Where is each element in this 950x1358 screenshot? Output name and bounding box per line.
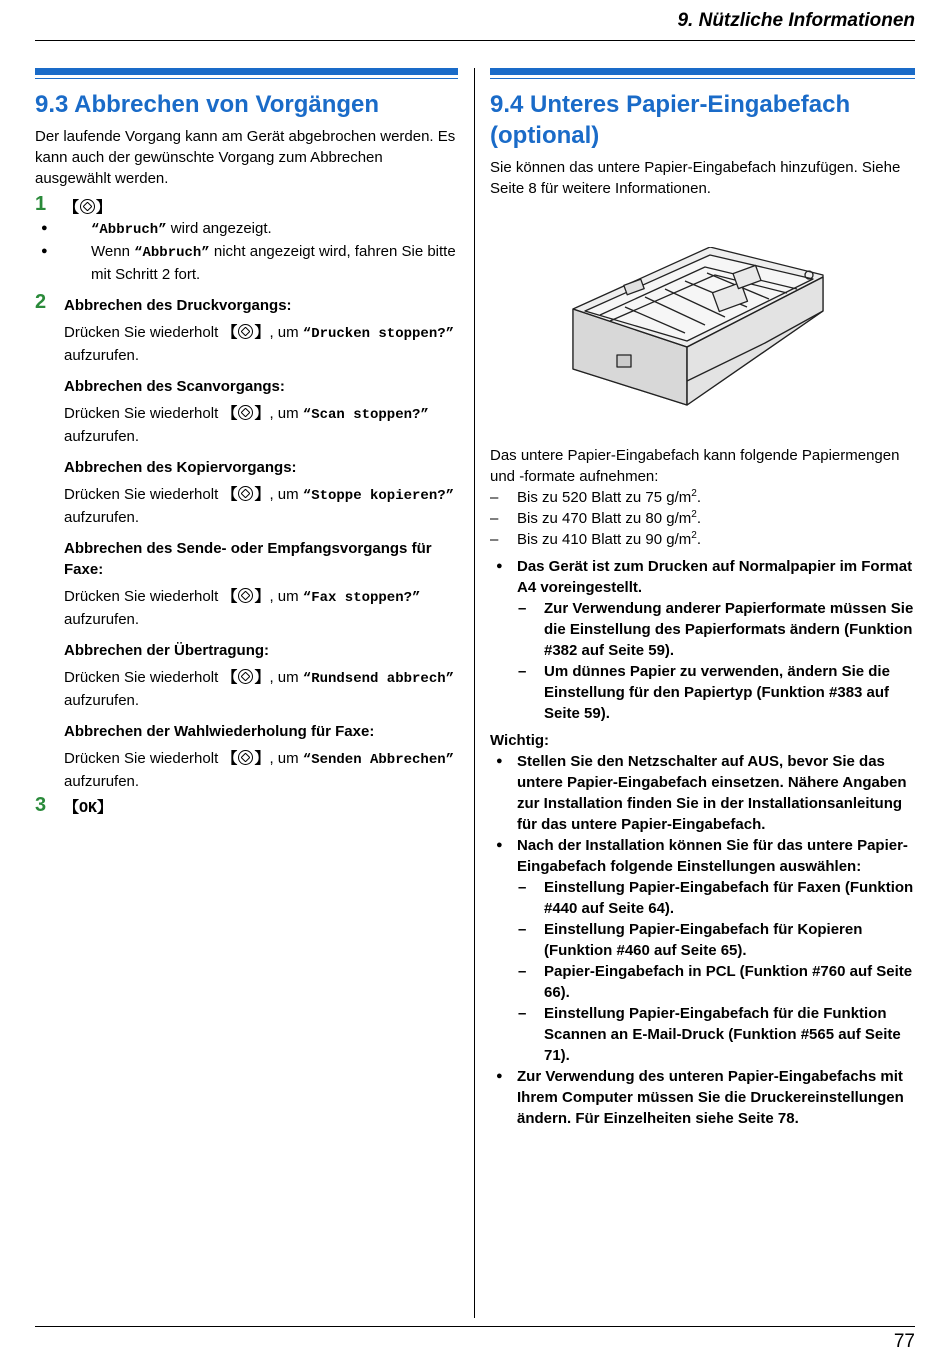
section-bar <box>490 68 915 75</box>
note-sub-item: – Zur Verwendung anderer Papierformate müssen Sie die Einstellung des Papierformats ändern (Funktion #382 auf Seite 59). <box>490 598 915 661</box>
stop-key-label: 【 】 <box>64 199 112 216</box>
section-bar-thin <box>35 78 458 79</box>
important-label: Wichtig: <box>490 732 550 749</box>
page-footer <box>35 1326 915 1352</box>
step-1 <box>35 193 458 285</box>
section-bar-thin <box>490 78 915 79</box>
list-item: ● “Abbruch” wird angezeigt. <box>35 218 458 241</box>
step-3 <box>35 794 458 819</box>
important-item: ● Nach der Installation können Sie für das untere Papier-Eingabefach folgende Einstellungen auswählen: <box>490 835 915 877</box>
page-number: 77 <box>893 1331 915 1352</box>
section-intro: Sie können das untere Papier-Eingabefach hinzufügen. Siehe Seite 8 für weitere Informationen. <box>490 159 901 197</box>
step-2 <box>35 291 458 792</box>
step-number: 2 <box>35 291 47 313</box>
capacity-intro: Das untere Papier-Eingabefach kann folgende Papiermengen und -formate aufnehmen: <box>490 447 900 485</box>
capacity-item: – Bis zu 410 Blatt zu 90 $g/m^2$. <box>490 529 915 550</box>
important-item: ● Stellen Sie den Netzschalter auf AUS, bevor Sie das untere Papier-Eingabefach einsetzen. Nähere Angaben zur Installation finden Sie in der Installationsanleitung für das untere Papier-Eingabefach. <box>490 751 915 835</box>
stop-icon <box>80 199 95 214</box>
important-sub-item: – Einstellung Papier-Eingabefach für Faxen (Funktion #440 auf Seite 64). <box>490 877 915 919</box>
stop-icon <box>238 486 253 501</box>
step-number: 1 <box>35 193 47 215</box>
stop-icon <box>238 405 253 420</box>
note-default-format: ● Das Gerät ist zum Drucken auf Normalpapier im Format A4 voreingestellt. <box>490 556 915 598</box>
stop-icon <box>238 324 253 339</box>
stop-icon <box>238 588 253 603</box>
cancel-transmission-block: Abbrechen der Übertragung: Drücken Sie wiederholt 【 】, um “Rundsend abbrech” aufzurufen. <box>64 642 455 709</box>
step-number: 3 <box>35 794 47 816</box>
important-sub-item: – Einstellung Papier-Eingabefach für die Funktion Scannen an E-Mail-Druck (Funktion #565 auf Seite 71). <box>490 1003 915 1066</box>
stop-icon <box>238 669 253 684</box>
section-lower-tray <box>490 68 915 1129</box>
important-sub-item: – Papier-Eingabefach in PCL (Funktion #760 auf Seite 66). <box>490 961 915 1003</box>
paper-tray-illustration <box>565 247 827 407</box>
cancel-fax-block: Abbrechen des Sende- oder Empfangsvorgangs für Faxe: Drücken Sie wiederholt 【 】, um “Fax stoppen?” aufzurufen. <box>64 540 432 628</box>
ok-key-label: 【OK】 <box>64 800 113 817</box>
list-item: ● Wenn “Abbruch” nicht angezeigt wird, fahren Sie bitte mit Schritt 2 fort. <box>35 241 458 285</box>
column-divider <box>474 68 475 1318</box>
section-title: 9.4 Unteres Papier-Eingabefach (optional) <box>490 91 851 149</box>
page-header <box>35 8 915 41</box>
cancel-copy-block: Abbrechen des Kopiervorgangs: Drücken Sie wiederholt 【 】, um “Stoppe kopieren?” aufzurufen. <box>64 459 455 526</box>
important-item: ● Zur Verwendung des unteren Papier-Eingabefachs mit Ihrem Computer müssen Sie die Druckereinstellungen ändern. Für Einzelheiten siehe Seite 78. <box>490 1066 915 1129</box>
section-intro: Der laufende Vorgang kann am Gerät abgebrochen werden. Es kann auch der gewünschte Vorgang zum Abbrechen ausgewählt werden. <box>35 128 456 187</box>
note-sub-item: – Um dünnes Papier zu verwenden, ändern Sie die Einstellung für den Papiertyp (Funktion #383 auf Seite 59). <box>490 661 915 724</box>
section-bar <box>35 68 458 75</box>
capacity-item: – Bis zu 470 Blatt zu 80 $g/m^2$. <box>490 508 915 529</box>
cancel-scan-block: Abbrechen des Scanvorgangs: Drücken Sie wiederholt 【 】, um “Scan stoppen?” aufzurufen. <box>64 378 429 445</box>
important-sub-item: – Einstellung Papier-Eingabefach für Kopieren (Funktion #460 auf Seite 65). <box>490 919 915 961</box>
section-title: 9.3 Abbrechen von Vorgängen <box>35 91 380 118</box>
section-cancel <box>35 68 458 819</box>
cancel-redial-block: Abbrechen der Wahlwiederholung für Faxe: Drücken Sie wiederholt 【 】, um “Senden Abbrechen” aufzurufen. <box>64 723 455 790</box>
cancel-print-block: Abbrechen des Druckvorgangs: Drücken Sie wiederholt 【 】, um “Drucken stoppen?” aufzurufen. <box>64 297 455 364</box>
chapter-title: 9. Nützliche Informationen <box>677 10 915 31</box>
capacity-item: – Bis zu 520 Blatt zu 75 $g/m^2$. <box>490 487 915 508</box>
stop-icon <box>238 750 253 765</box>
